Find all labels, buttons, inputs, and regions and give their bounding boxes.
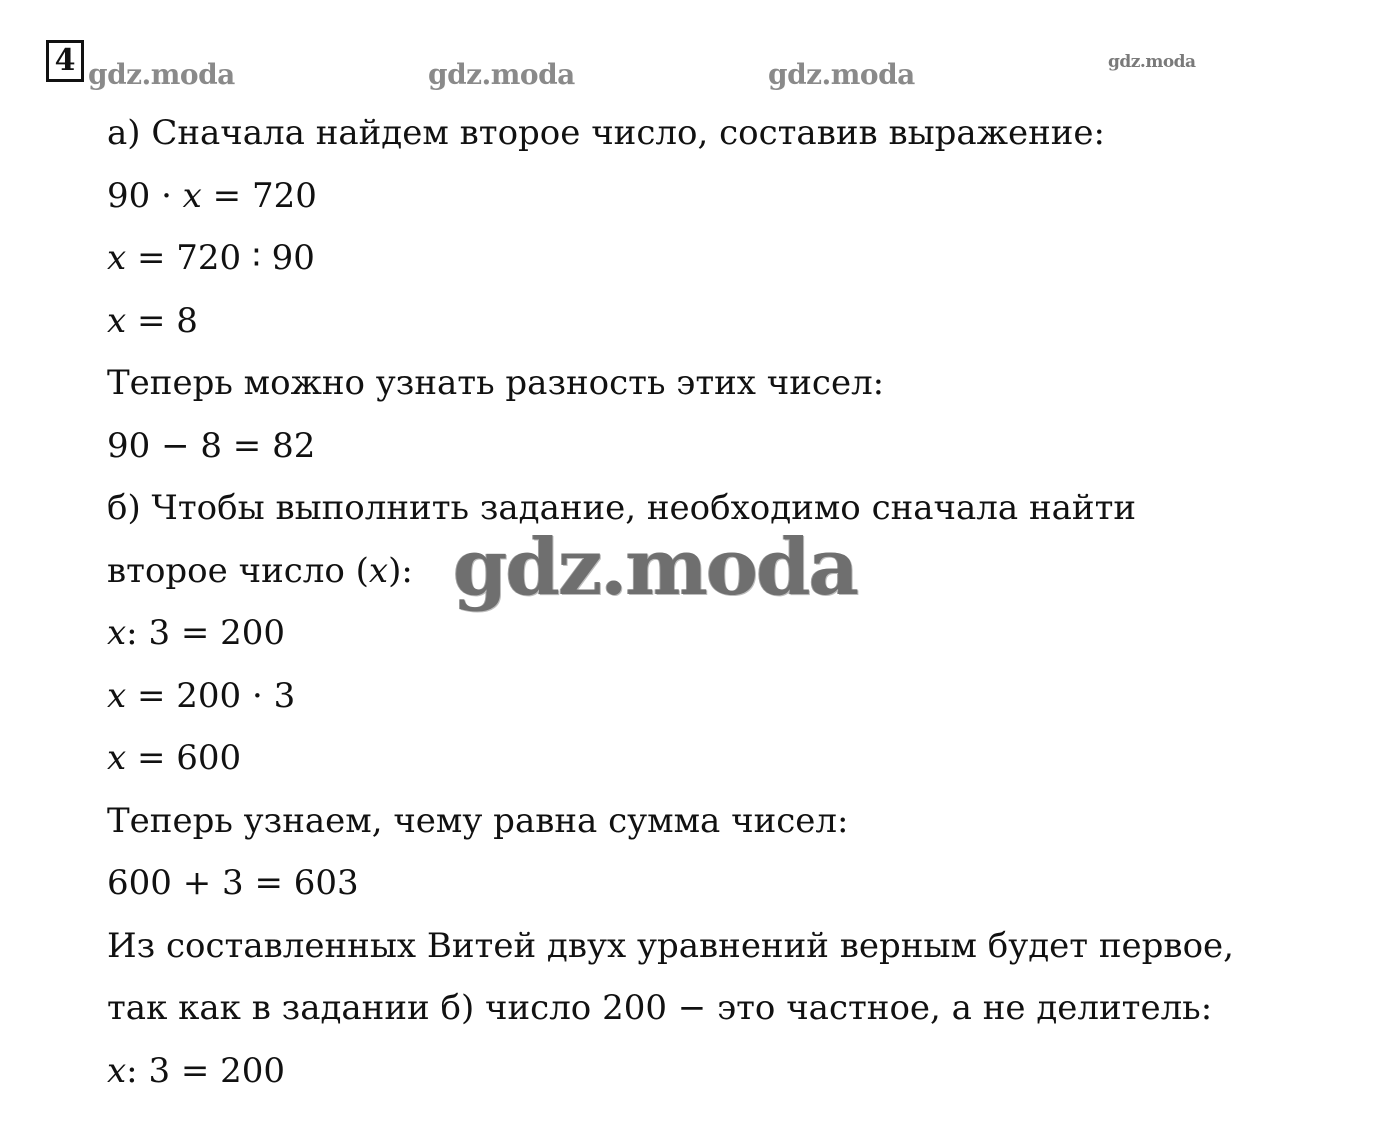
equation-line: 600 + 3 = 603 <box>107 863 359 903</box>
watermark-top-3: gdz.moda <box>768 58 915 91</box>
text-line: а) Сначала найдем второе число, составив выражение: <box>107 113 1105 153</box>
text-line: Из составленных Витей двух уравнений верным будет первое, <box>107 925 1234 966</box>
watermark-top-2: gdz.moda <box>428 58 575 91</box>
text-line: второе число (𝑥): <box>107 550 413 591</box>
text-line: так как в задании б) число 200 − это частное, а не делитель: <box>107 988 1213 1028</box>
watermark-top-small: gdz.moda <box>1108 52 1196 72</box>
text-line: Теперь узнаем, чему равна сумма чисел: <box>107 800 849 841</box>
equation-line: 90 · 𝑥 = 720 <box>107 175 317 216</box>
watermark-top-1: gdz.moda <box>88 58 235 91</box>
equation-line: 𝑥: 3 = 200 <box>107 613 286 653</box>
text-line: Теперь можно узнать разность этих чисел: <box>107 363 885 403</box>
equation-line: 𝑥 = 600 <box>107 738 242 778</box>
task-number: 4 <box>54 43 76 78</box>
equation-line: 90 − 8 = 82 <box>107 425 316 466</box>
text-line: б) Чтобы выполнить задание, необходимо сначала найти <box>107 488 1137 528</box>
task-number-badge <box>46 40 84 82</box>
watermark-center: gdz.moda <box>453 522 858 613</box>
equation-line: 𝑥 = 200 · 3 <box>107 675 296 716</box>
equation-line: 𝑥 = 720 ∶ 90 <box>107 238 315 278</box>
equation-line: 𝑥: 3 = 200 <box>107 1050 286 1091</box>
equation-line: 𝑥 = 8 <box>107 300 198 341</box>
